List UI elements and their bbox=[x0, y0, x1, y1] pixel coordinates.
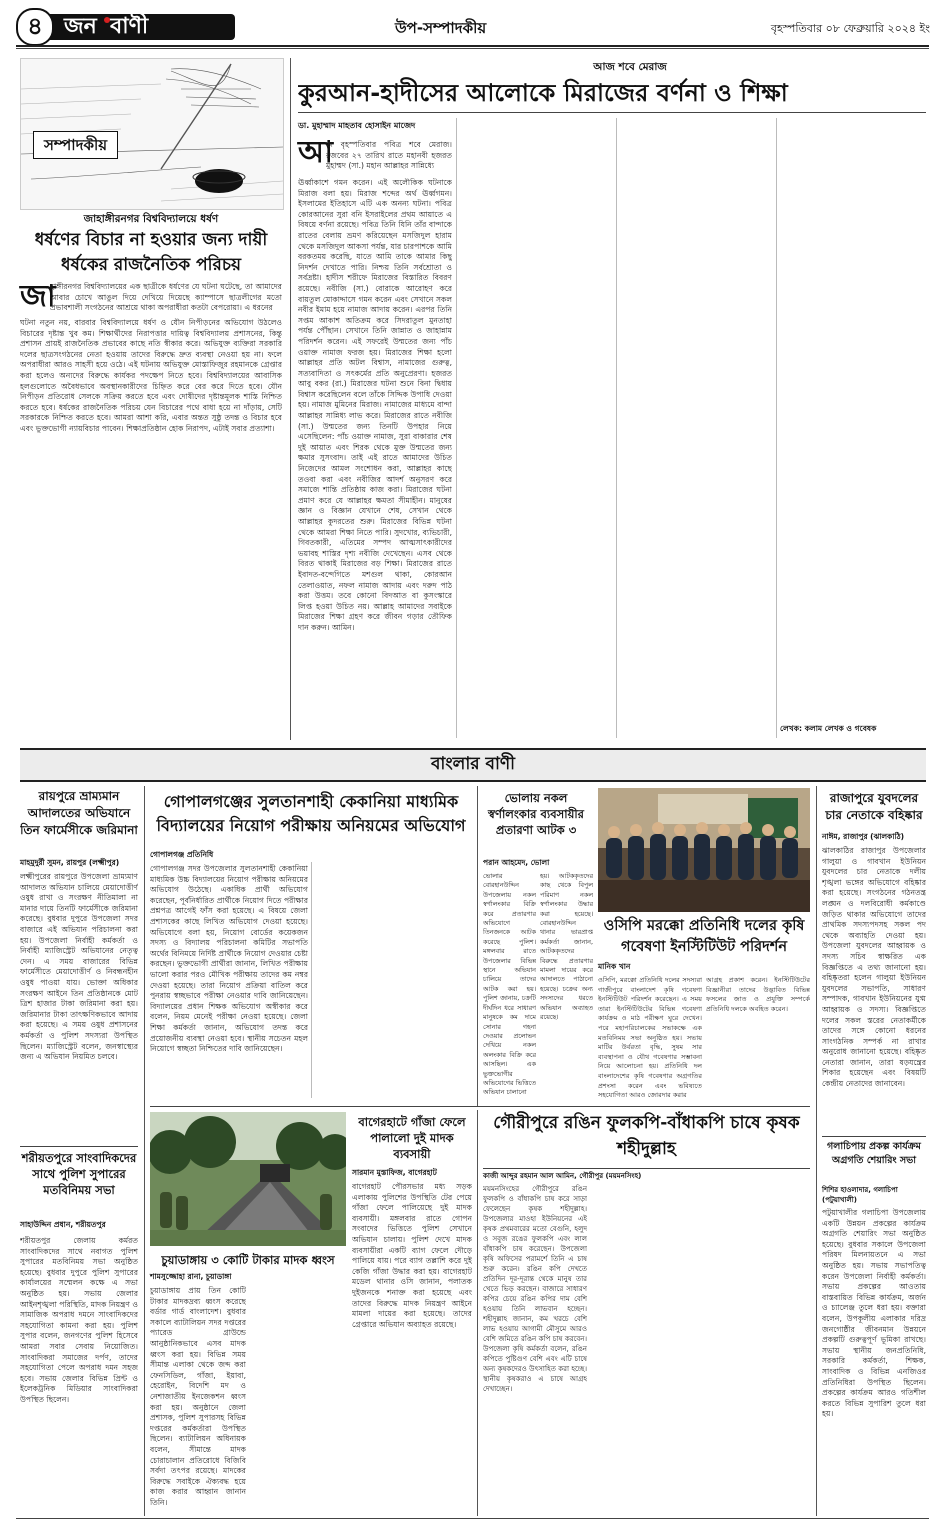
bagerhat-headline: বাগেরহাটে গাঁজা ফেলে পালালো দুই মাদক ব্যবসায়ী bbox=[358, 1115, 466, 1161]
shariatpur-headline: শরীয়তপুরে সাংবাদিকদের সাথে পুলিশ সুপারের মতবিনিময় সভা bbox=[21, 1151, 137, 1197]
galachipa-headline: গলাচিপায় প্রকল্প কার্যক্রম অগ্রগতি শেয়ারিং সভা bbox=[827, 1141, 921, 1166]
feature-col-4 bbox=[780, 120, 926, 720]
raipur-headline: রায়পুরে ভ্রাম্যমান আদালতের অভিযানে তিন ফার্মেসীকে জরিমানা bbox=[20, 789, 138, 837]
gopalganj-headline: গোপালগঞ্জের সুলতানশাহী কেকানিয়া মাধ্যমিক বিদ্যালয়ের নিয়োগ পরীক্ষায় অনিয়মের অভিযোগ bbox=[156, 792, 466, 835]
logo-text-a: জন bbox=[64, 14, 97, 39]
bhola-body: ভোলার বোরহানউদ্দিন উপজেলায় নকল স্বর্ণালংকার বিক্রি করে প্রতারণার অভিযোগে তিনজনকে আটক করেছে পুলিশ। মঙ্গলবার রাতে উপজেলার বিভিন্ন স্থানে অভিযান চালিয়ে তাদের আটক করা হয়। পুলিশ জানায়, চক্রটি দীর্ঘদিন ধরে সাধারণ মানুষকে কম দামে সোনার গহনা দেওয়ার প্রলোভন দেখিয়ে নকল অলংকার বিক্রি করে আসছিল। এক ভুক্তভোগীর অভিযোগের ভিত্তিতে অভিযান চালানো bbox=[483, 872, 536, 1097]
logo bbox=[20, 14, 235, 40]
shariatpur-byline: সাহাউদ্দিন প্রধান, শরীয়তপুর bbox=[20, 1220, 106, 1229]
chuadanga-body: চুয়াডাঙ্গায় প্রায় তিন কোটি টাকার মাদকদ্রব্য ধ্বংস করেছে বর্ডার গার্ড বাংলাদেশ। বুধবার সকালে ব্যাটালিয়ন সদর দপ্তরের প্যারেড গ্রাউন্ডে আনুষ্ঠানিকভাবে এসব মাদক ধ্বংস করা হয়। বিভিন্ন সময় সীমান্ত এলাকা থেকে জব্দ করা ফেনসিডিল, গাঁজা, ইয়াবা, হেরোইন, বিদেশি মদ ও নেশাজাতীয় ইনজেকশন ধ্বংস করা হয়। অনুষ্ঠানে জেলা প্রশাসক, পুলিশ সুপারসহ বিভিন্ন দপ্তরের কর্মকর্তারা উপস্থিত ছিলেন। ব্যাটালিয়ন অধিনায়ক বলেন, সীমান্তে মাদক চোরাচালান প্রতিরোধে বিজিবি সর্বদা তৎপর রয়েছে। মাদকের বিরুদ্ধে সবাইকে ঐক্যবদ্ধ হয়ে কাজ করার আহ্বান জানান তিনি। bbox=[150, 1286, 246, 1507]
rajapur-body: ঝালকাঠির রাজাপুর উপজেলার গালুয়া ও গাবখান ইউনিয়ন যুবদলের চার নেতাকে দলীয় শৃঙ্খলা ভঙ্গের অভিযোগে বহিষ্কার করা হয়েছে। সংগঠনের গঠনতন্ত্র লঙ্ঘন ও দলবিরোধী কর্মকাণ্ডে জড়িত থাকার অভিযোগে তাদের প্রাথমিক সদস্যপদসহ সকল পদ থেকে অব্যাহতি দেওয়া হয়। উপজেলা যুবদলের আহ্বায়ক ও সদস্য সচিব স্বাক্ষরিত এক বিজ্ঞপ্তিতে এ তথ্য জানানো হয়। বহিষ্কৃতরা হলেন গালুয়া ইউনিয়ন যুবদলের সভাপতি, সাধারণ সম্পাদক, গাবখান ইউনিয়নের যুগ্ম আহ্বায়ক ও সদস্য। বিজ্ঞপ্তিতে দলের সকল স্তরের নেতাকর্মীকে তাদের সঙ্গে কোনো ধরনের সাংগঠনিক সম্পর্ক না রাখার অনুরোধ জানানো হয়েছে। বহিষ্কৃত নেতারা জানান, তারা ষড়যন্ত্রের শিকার হয়েছেন এবং বিষয়টি কেন্দ্রীয় নেতাদের জানাবেন। bbox=[822, 846, 926, 1089]
chuadanga-headline: চুয়াডাঙ্গায় ৩ কোটি টাকার মাদক ধ্বংস bbox=[161, 1253, 335, 1267]
gouripur-byline: কাজী আব্দুর রহমান আল আমিন, গৌরীপুর (ময়মনসিংহ) bbox=[483, 1172, 642, 1180]
section-title: উপ-সম্পাদকীয় bbox=[395, 19, 487, 37]
osp-body-2: আগ্রহ প্রকাশ করেন। ইনস্টিটিউটের বিজ্ঞানীরা তাদের উদ্ভাবিত বিভিন্ন ফসলের জাত ও প্রযুক্তি সম্পর্কে প্রতিনিধি দলকে অবহিত করেন। bbox=[706, 976, 810, 1013]
gopalganj-body: গোপালগঞ্জ সদর উপজেলার সুলতানশাহী কেকানিয়া মাধ্যমিক উচ্চ বিদ্যালয়ের নিয়োগ পরীক্ষায় অনিয়মের অভিযোগ উঠেছে। একাধিক প্রার্থী অভিযোগ করেছেন, পূর্বনির্ধারিত প্রার্থীকে নিয়োগ দিতে পরীক্ষার প্রশ্নপত্র আগেই ফাঁস করা হয়েছে। এ বিষয়ে জেলা প্রশাসকের কাছে লিখিত অভিযোগ দেওয়া হয়েছে। অভিযোগে বলা হয়, নিয়োগ বোর্ডের কয়েকজন সদস্য ও বিদ্যালয় পরিচালনা কমিটির সভাপতি অর্থের বিনিময়ে নির্দিষ্ট প্রার্থীকে নিয়োগ দেওয়ার চেষ্টা করছেন। ভুক্তভোগী প্রার্থীরা জানান, লিখিত পরীক্ষায় ভালো করার পরও মৌখিক পরীক্ষায় তাদের কম নম্বর দেওয়া হয়েছে। তারা নিয়োগ প্রক্রিয়া বাতিল করে পুনরায় স্বচ্ছভাবে পরীক্ষা নেওয়ার দাবি জানিয়েছেন। বিদ্যালয়ের প্রধান শিক্ষক অভিযোগ অস্বীকার করে বলেন, নিয়ম মেনেই পরীক্ষা নেওয়া হয়েছে। জেলা শিক্ষা কর্মকর্তা জানান, অভিযোগ তদন্ত করে প্রয়োজনীয় ব্যবস্থা নেওয়া হবে। স্থানীয় সচেতন মহল নিয়োগে স্বচ্ছতা নিশ্চিতের দাবি জানিয়েছেন। bbox=[150, 864, 308, 1054]
bagerhat-body: বাগেরহাট পৌরসভার মধ্য সড়ক এলাকায় পুলিশের উপস্থিতি টের পেয়ে গাঁজা ফেলে পালিয়েছে দুই মাদক ব্যবসায়ী। মঙ্গলবার রাতে গোপন সংবাদের ভিত্তিতে পুলিশ সেখানে অভিযান চালায়। পুলিশ দেখে মাদক ব্যবসায়ীরা একটি ব্যাগ ফেলে দৌড়ে পালিয়ে যায়। পরে ব্যাগ তল্লাশি করে দুই কেজি গাঁজা উদ্ধার করা হয়। বাগেরহাট মডেল থানার ওসি জানান, পলাতক দুইজনকে শনাক্ত করা হয়েছে এবং তাদের বিরুদ্ধে মাদক নিয়ন্ত্রণ আইনে মামলা দায়ের করা হয়েছে। তাদের গ্রেপ্তারে অভিযান অব্যাহত রয়েছে। bbox=[352, 1182, 472, 1329]
bhola-headline: ভোলায় নকল স্বর্ণালংকার ব্যবসায়ীর প্রতারণা আটক ৩ bbox=[488, 791, 584, 837]
bhola-byline: পরান আহমেদ, ভোলা bbox=[483, 858, 550, 867]
logo-text-b: বাণী bbox=[110, 14, 149, 39]
gopalganj-byline: গোপালগঞ্জ প্রতিনিধি bbox=[150, 850, 214, 859]
shariatpur-body: শরীয়তপুর জেলায় কর্মরত সাংবাদিকদের সাথে নবাগত পুলিশ সুপারের মতবিনিময় সভা অনুষ্ঠিত হয়েছে। বুধবার দুপুরে পুলিশ সুপারের কার্যালয়ের সম্মেলন কক্ষে এ সভা অনুষ্ঠিত হয়। সভায় জেলার আইনশৃঙ্খলা পরিস্থিতি, মাদক নিয়ন্ত্রণ ও সামাজিক অপরাধ দমনে সাংবাদিকদের সহযোগিতা কামনা করা হয়। পুলিশ সুপার বলেন, জনগণের পুলিশ হিসেবে আমরা সবার সেবায় নিয়োজিত। সাংবাদিকরা সমাজের দর্পণ, তাদের সহযোগিতা পেলে অপরাধ দমন সহজ হবে। সভায় জেলার বিভিন্ন প্রিন্ট ও ইলেকট্রনিক মিডিয়ার সাংবাদিকরা উপস্থিত ছিলেন। bbox=[20, 1236, 138, 1404]
feature-col-1: জ বৃহস্পতিবার পবিত্র শবে মেরাজ। রজবের ২৭ তারিখ রাতে মহানবী হজরত মুহাম্মদ (সা.) মহান আল্লাহর সান্নিধ্যে bbox=[326, 140, 452, 171]
raipur-byline: মাহমুদুর্রী সুমন, রায়পুর (লক্ষ্মীপুর) bbox=[20, 858, 120, 867]
feature-kicker: আজ শবে মেরাজ bbox=[593, 61, 667, 73]
chuadanga-body-2 bbox=[250, 1286, 346, 1514]
galachipa-body: পটুয়াখালীর গলাচিপা উপজেলায় একটি উন্নয়ন প্রকল্পের কার্যক্রম অগ্রগতি শেয়ারিং সভা অনুষ্ঠিত হয়েছে। বুধবার সকালে উপজেলা পরিষদ মিলনায়তনে এ সভা অনুষ্ঠিত হয়। সভায় সভাপতিত্ব করেন উপজেলা নির্বাহী কর্মকর্তা। সভায় প্রকল্পের আওতায় বাস্তবায়িত বিভিন্ন কার্যক্রম, অর্জন ও চ্যালেঞ্জ তুলে ধরা হয়। বক্তারা বলেন, উপকূলীয় এলাকার দরিদ্র জনগোষ্ঠীর জীবনমান উন্নয়নে প্রকল্পটি গুরুত্বপূর্ণ ভূমিকা রাখছে। সভায় স্থানীয় জনপ্রতিনিধি, সরকারি কর্মকর্তা, শিক্ষক, সাংবাদিক ও বিভিন্ন এনজিওর প্রতিনিধিরা উপস্থিত ছিলেন। প্রকল্পের কার্যক্রম আরও গতিশীল করতে বিভিন্ন সুপারিশ তুলে ধরা হয়। bbox=[822, 1208, 926, 1419]
gouripur-body-3 bbox=[705, 1172, 810, 1514]
osp-headline: ওসিপি মরক্কো প্রতিনিধি দলের কৃষি গবেষণা ইনস্টিটিউট পরিদর্শন bbox=[603, 918, 805, 955]
gopalganj-body-2 bbox=[314, 864, 472, 1100]
feature-headline: কুরআন-হাদীসের আলোকে মিরাজের বর্ণনা ও শিক্ষা bbox=[298, 79, 788, 107]
masthead-rule bbox=[16, 45, 929, 47]
feature-byline: ডা. মুহাম্মাদ মাহতাব হোসাইন মাজেদ bbox=[298, 121, 416, 130]
logo-accent-mark bbox=[104, 17, 110, 23]
editorial-headline: ধর্ষণের বিচার না হওয়ার জন্য দায়ী ধর্ষকের রাজনৈতিক পরিচয় bbox=[34, 230, 268, 275]
feature-dropcap: আ bbox=[298, 135, 333, 170]
drug-destruction-photo bbox=[150, 1112, 346, 1246]
editorial-dropcap: জা bbox=[20, 279, 56, 314]
raipur-body: লক্ষ্মীপুরের রায়পুরে উপজেলা ভ্রাম্যমাণ আদালত অভিযান চালিয়ে মেয়াদোত্তীর্ণ ওষুধ রাখা ও সংরক্ষণ নীতিমালা না মানার দায়ে তিনটি ফার্মেসীকে জরিমানা করেছে। বুধবার দুপুরে উপজেলা সদর বাজারে এই অভিযান পরিচালনা করা হয়। উপজেলা নির্বাহী কর্মকর্তা ও নির্বাহী ম্যাজিস্ট্রেট অভিযানের নেতৃত্ব দেন। এ সময় বাজারের বিভিন্ন ফার্মেসীতে মেয়াদোত্তীর্ণ ও নিবন্ধনহীন ওষুধ পাওয়া যায়। ভোক্তা অধিকার সংরক্ষণ আইনে তিন প্রতিষ্ঠানকে মোট ত্রিশ হাজার টাকা জরিমানা করা হয়। জরিমানার টাকা তাৎক্ষণিকভাবে আদায় করা হয়েছে। এ সময় ওষুধ প্রশাসনের কর্মকর্তা ও পুলিশ সদস্যরা উপস্থিত ছিলেন। ম্যাজিস্ট্রেট বলেন, জনস্বাস্থ্যের জন্য এ অভিযান নিয়মিত চলবে। bbox=[20, 872, 138, 1062]
section-banner-title: বাংলার বাণী bbox=[430, 754, 516, 774]
feature-col-1b: ঊর্ধ্বাকাশে গমন করেন। এই অলৌকিক ঘটনাকে মিরাজ বলা হয়। মিরাজ শব্দের অর্থ ঊর্ধ্বগমন। ইসলামের ইতিহাসে এটি এক অনন্য ঘটনা। পবিত্র কোরআনের সুরা বনি ইসরাইলের প্রথম আয়াতে এ বিষয়ে বর্ণনা রয়েছে। পবিত্র তিনি যিনি তাঁর বান্দাকে রাতের বেলায় ভ্রমণ করিয়েছেন মসজিদুল হারাম থেকে মসজিদুল আকসা পর্যন্ত, যার চারপাশকে আমি বরকতময় করেছি, যাতে আমি তাকে আমার কিছু নিদর্শন দেখাতে পারি। নিশ্চয় তিনি সর্বশ্রোতা ও সর্বদ্রষ্টা। হাদীস শরীফে মিরাজের বিস্তারিত বিবরণ রয়েছে। নবীজি (সা.) বোরাকে আরোহণ করে বায়তুল মোকাদ্দাসে গমন করেন এবং সেখানে সকল নবীর ইমাম হয়ে নামাজ আদায় করেন। এরপর তিনি সপ্তম আকাশ অতিক্রম করে সিদরাতুল মুনতাহা পর্যন্ত পৌঁছান। সেখানে তিনি জান্নাত ও জাহান্নাম পরিদর্শন করেন। এই সফরেই উম্মতের জন্য পাঁচ ওয়াক্ত নামাজ ফরজ হয়। মিরাজের শিক্ষা হলো আল্লাহর প্রতি অটল বিশ্বাস, নামাজের গুরুত্ব, সত্যবাদিতা ও সৎকর্মের প্রতি অনুপ্রেরণা। হজরত আবু বকর (রা.) মিরাজের ঘটনা শুনে বিনা দ্বিধায় বিশ্বাস করেছিলেন বলে তাঁকে সিদ্দিক উপাধি দেওয়া হয়। নামাজ মুমিনের মিরাজ। নামাজের মাধ্যমে বান্দা আল্লাহর সান্নিধ্য লাভ করে। মিরাজের রাতে নবীজি (সা.) উম্মতের জন্য তিনটি উপহার নিয়ে এসেছিলেন: পাঁচ ওয়াক্ত নামাজ, সুরা বাকারার শেষ দুই আয়াত এবং শিরক থেকে মুক্ত উম্মতের জন্য ক্ষমার সুসংবাদ। তাই এই রাতে আমাদের উচিত নিজেদের আমল সংশোধন করা, আল্লাহর কাছে তওবা করা এবং নবীজির আদর্শ অনুসরণ করে সমাজে শান্তি প্রতিষ্ঠায় কাজ করা। মিরাজের ঘটনা প্রমাণ করে যে আল্লাহর ক্ষমতা সীমাহীন। মানুষের জ্ঞান ও বিজ্ঞান যেখানে শেষ, সেখান থেকে আল্লাহর কুদরতের শুরু। মিরাজের বিভিন্ন ঘটনা থেকে আমরা শিক্ষা নিতে পারি। সুদখোর, ব্যভিচারী, গিবতকারী, এতিমের সম্পদ আত্মসাৎকারীদের ভয়াবহ শাস্তির দৃশ্য নবীজি দেখেছেন। এসব থেকে বিরত থাকাই মিরাজের বড় শিক্ষা। মিরাজের রাতে ইবাদত-বন্দেগিতে মশগুল থাকা, কোরআন তেলাওয়াত, নফল নামাজ আদায় এবং দরুদ পাঠ করা উত্তম। তবে কোনো বিদআত বা কুসংস্কারে লিপ্ত হওয়া উচিত নয়। আল্লাহ আমাদের সবাইকে মিরাজের শিক্ষা গ্রহণ করে জীবন গড়ার তৌফিক দান করুন। আমিন। bbox=[298, 178, 452, 632]
bhola-body-2: হয়। আটককৃতদের কাছ থেকে বিপুল পরিমাণ নকল স্বর্ণালংকার উদ্ধার করা হয়েছে। বোরহানউদ্দিন থানার ভারপ্রাপ্ত কর্মকর্তা জানান, আটককৃতদের বিরুদ্ধে প্রতারণার মামলা দায়ের করে আদালতে পাঠানো হয়েছে। চক্রের অন্য সদস্যদের ধরতে অভিযান অব্যাহত রয়েছে। bbox=[540, 872, 593, 1022]
feature-col-2 bbox=[460, 120, 612, 736]
rajapur-headline: রাজাপুরে যুবদলের চার নেতাকে বহিষ্কার bbox=[825, 791, 923, 822]
gouripur-body-2 bbox=[592, 1172, 700, 1514]
editorial-kicker: জাহাঙ্গীরনগর বিশ্ববিদ্যালয়ে ধর্ষণ bbox=[83, 213, 219, 225]
feature-footnote: লেখক: কলাম লেখক ও গবেষক bbox=[780, 724, 877, 733]
section-banner bbox=[20, 748, 926, 782]
rajapur-byline: নাঈম, রাজাপুর (ঝালকাঠি) bbox=[822, 832, 905, 841]
editorial-body-cont: ঘটনা নতুন নয়, বারবার বিশ্ববিদ্যালয়ে ধর্ষণ ও যৌন নিপীড়নের অভিযোগ উঠলেও বিচারের দৃষ্টান্ত খুব কম। শিক্ষার্থীদের নিরাপত্তার দায়িত্ব বিশ্ববিদ্যালয় প্রশাসনের, কিন্তু প্রশাসন প্রায়ই রাজনৈতিক প্রভাবের কাছে নতি স্বীকার করে। অভিযুক্ত ব্যক্তিরা সরকারি দলের ছাত্রসংগঠনের নেতা হওয়ায় তাদের বিরুদ্ধে দ্রুত ব্যবস্থা নেওয়া হয় না। ফলে অপরাধীরা আরও সাহসী হয়ে ওঠে। এই ঘটনায় অভিযুক্ত মোস্তাফিজুর রহমানকে গ্রেপ্তার করা হলেও অন্যদের বিরুদ্ধে কার্যকর পদক্ষেপ নিতে হবে। বিশ্ববিদ্যালয়ের আবাসিক হলগুলোতে অবৈধভাবে অবস্থানকারীদের চিহ্নিত করে বের করে দিতে হবে। যৌন নিপীড়ন প্রতিরোধ সেলকে সক্রিয় করতে হবে এবং দোষীদের দৃষ্টান্তমূলক শাস্তি নিশ্চিত করতে হবে। ধর্ষকের রাজনৈতিক পরিচয় যেন বিচারের পথে বাধা হয়ে না দাঁড়ায়, সেটি সরকারকে নিশ্চিত করতে হবে। আমরা আশা করি, এবার অন্তত সুষ্ঠু তদন্ত ও বিচার হবে এবং ভুক্তভোগী ন্যায়বিচার পাবেন। শিক্ষাপ্রতিষ্ঠান হোক নিরাপদ, এটাই সবার প্রত্যাশা। bbox=[20, 318, 282, 433]
issue-date: বৃহস্পতিবার ০৮ ফেব্রুয়ারি ২০২৪ ইং bbox=[770, 22, 930, 35]
masthead bbox=[0, 0, 945, 50]
gouripur-body: ময়মনসিংহের গৌরীপুরে রঙিন ফুলকপি ও বাঁধাকপি চাষ করে সাড়া ফেলেছেন কৃষক শহীদুল্লাহ। উপজেলার মাওহা ইউনিয়নের এই কৃষক প্রথমবারের মতো বেগুনি, হলুদ ও সবুজ রঙের ফুলকপি এবং লাল বাঁধাকপি চাষ করেছেন। উপজেলা কৃষি অফিসের পরামর্শে তিনি এ চাষ শুরু করেন। রঙিন কপি দেখতে প্রতিদিন দূর-দূরান্ত থেকে মানুষ তার খেতে ভিড় করছেন। বাজারে সাধারণ কপির চেয়ে রঙিন কপির দাম বেশি হওয়ায় তিনি লাভবান হচ্ছেন। শহীদুল্লাহ জানান, কম খরচে বেশি লাভ হওয়ায় আগামী মৌসুমে আরও বেশি জমিতে রঙিন কপি চাষ করবেন। উপজেলা কৃষি কর্মকর্তা বলেন, রঙিন কপিতে পুষ্টিগুণ বেশি এবং এটি চাষে অন্য কৃষকদেরও উৎসাহিত করা হচ্ছে। স্থানীয় কৃষকরাও এ চাষে আগ্রহ দেখাচ্ছেন। bbox=[483, 1185, 587, 1393]
page-number: ৪ bbox=[16, 8, 54, 46]
galachipa-byline: শিশির হাওলাদার, গলাচিপা (পটুয়াখালী) bbox=[822, 1186, 898, 1204]
osp-byline: মানিক খান bbox=[598, 962, 631, 971]
feature-col-3 bbox=[620, 120, 772, 736]
delegation-photo bbox=[598, 788, 810, 912]
gouripur-headline: গৌরীপুরে রঙিন ফুলকপি-বাঁধাকপি চাষে কৃষক শহীদুল্লাহ bbox=[493, 1113, 800, 1159]
osp-body: ওসিপি, মরক্কো প্রতিনিধি দলের সদস্যরা গাজীপুরে বাংলাদেশ কৃষি গবেষণা ইনস্টিটিউট পরিদর্শন করেছেন। এ সময় তারা ইনস্টিটিউটের বিভিন্ন গবেষণা কার্যক্রম ও মাঠ পরীক্ষণ ঘুরে দেখেন। পরে মহাপরিচালকের সভাকক্ষে এক মতবিনিময় সভা অনুষ্ঠিত হয়। সভায় মাটির উর্বরতা বৃদ্ধি, সুষম সার ব্যবস্থাপনা ও যৌথ গবেষণার সম্ভাবনা নিয়ে আলোচনা হয়। প্রতিনিধি দল বাংলাদেশের কৃষি গবেষণার অগ্রগতির প্রশংসা করেন এবং ভবিষ্যতে সহযোগিতা আরও জোরদার করার bbox=[598, 976, 702, 1100]
bagerhat-byline: সারমান মুস্তাফিজ, বাগেরহাট bbox=[352, 1168, 437, 1177]
editorial-art bbox=[20, 58, 284, 210]
editorial-body: হাঙ্গীরনগর বিশ্ববিদ্যালয়ের এক ছাত্রীকে ধর্ষণের যে ঘটনা ঘটেছে, তা আমাদের আবার চোখে আঙুল দিয়ে দেখিয়ে দিয়েছে ক্যাম্পাসে ছাত্রলীগের মতো প্রভাবশালী সংগঠনের আশ্রয়ে থাকা অপরাধীরা কতটা বেপরোয়া। এ ধরনের bbox=[50, 282, 282, 313]
chuadanga-byline: শামসুজ্জোহা রানা, চুয়াডাঙ্গা bbox=[150, 1272, 232, 1281]
editorial-box-label: সম্পাদকীয় bbox=[33, 131, 118, 159]
